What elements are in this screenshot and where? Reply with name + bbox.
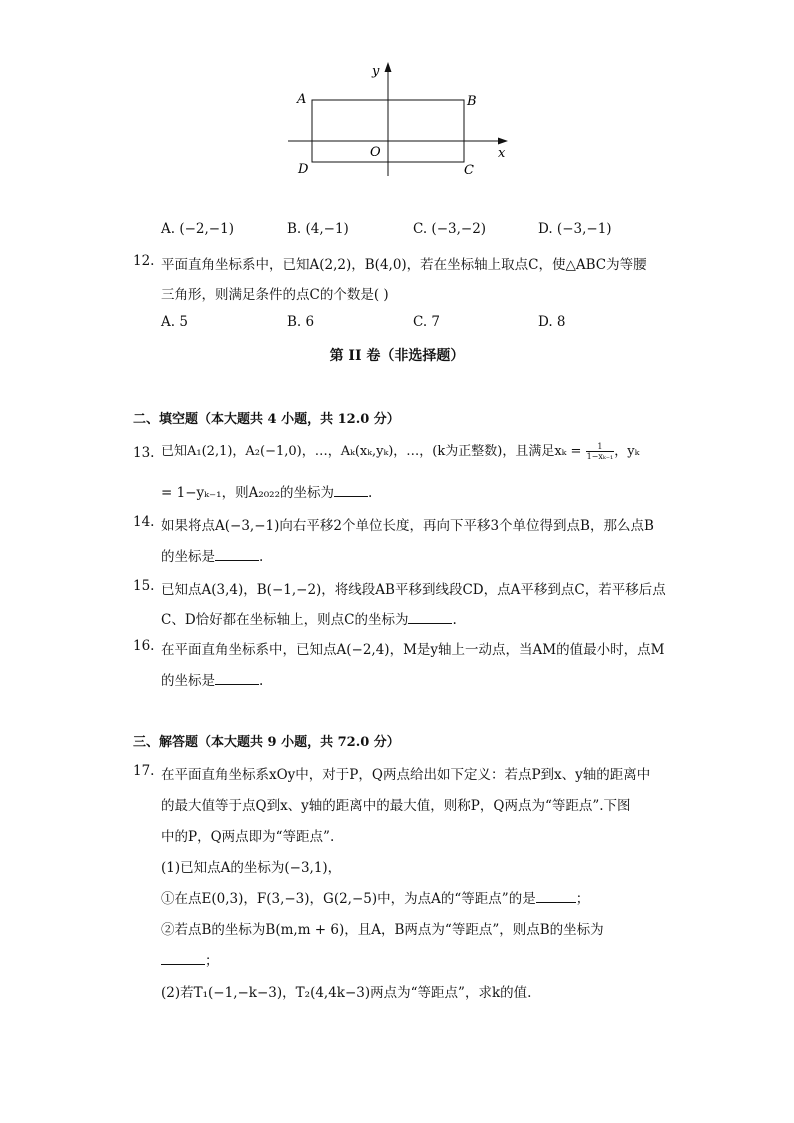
q14-line1: 如果将点A(−3,−1)向右平移2个单位长度，再向下平移3个单位得到点B，那么点B (161, 518, 654, 534)
q17-line1: 在平面直角坐标系xOy中，对于P，Q两点给出如下定义：若点P到x、y轴的距离中 (161, 767, 651, 783)
q15-line2-end: . (452, 612, 457, 628)
q16-number: 16. (133, 638, 155, 654)
q15-number: 15. (133, 578, 155, 594)
q17-number: 17. (133, 763, 155, 779)
q12-line2: 三角形，则满足条件的点C的个数是( ) (161, 287, 389, 303)
q16-line2 (161, 669, 263, 689)
q14-line2 (161, 545, 263, 565)
q13-line1-text: 已知A₁(2,1)，A₂(−1,0)，…，Aₖ(xₖ,yₖ)，…，(k为正整数)，且满足xₖ = (161, 444, 582, 459)
q13-answer-blank[interactable] (334, 482, 368, 497)
q13-line2-end: . (368, 485, 373, 501)
q16-answer-blank[interactable] (215, 670, 259, 685)
q13-number: 13. (133, 445, 155, 461)
q17-line4: (1)已知点A的坐标为(−3,1)， (161, 860, 342, 876)
label-b: B (467, 94, 477, 109)
q16-line2-end: . (259, 673, 264, 689)
q12-option-d: D. 8 (538, 314, 566, 330)
q13-line2 (161, 481, 372, 501)
q14-answer-blank[interactable] (215, 546, 259, 561)
q17-line7 (161, 949, 219, 969)
q15-line2 (161, 608, 457, 628)
q17-line5-text: ①在点E(0,3)，F(3,−3)，G(2,−5)中，为点A的“等距点”的是 (161, 891, 536, 907)
q14-line2-text: 的坐标是 (161, 549, 215, 565)
coordinate-figure (280, 58, 520, 188)
q15-line1: 已知点A(3,4)，B(−1,−2)，将线段AB平移到线段CD，点A平移到点C，若平移后点 (161, 582, 666, 598)
q12-option-c: C. 7 (413, 314, 441, 330)
q13-line1 (161, 440, 639, 461)
origin-label: O (370, 145, 381, 160)
part2-title: 第 II 卷（非选择题） (329, 348, 465, 364)
q17-line2: 的最大值等于点Q到x、y轴的距离中的最大值，则称P，Q两点为“等距点”.下图 (161, 798, 631, 814)
q12-option-a: A. 5 (161, 314, 188, 330)
label-d: D (298, 162, 309, 177)
q17-line5-end: ； (575, 891, 590, 907)
y-axis-arrow (385, 62, 392, 72)
q11-option-c: C. (−3,−2) (413, 221, 487, 237)
q12-number: 12. (133, 253, 155, 269)
q15-answer-blank[interactable] (408, 609, 452, 624)
q17-blank-2[interactable] (161, 950, 205, 965)
q13-line2-text: = 1−yₖ₋₁，则A₂₀₂₂的坐标为 (161, 485, 334, 501)
label-a: A (297, 92, 307, 107)
q17-line5 (161, 887, 589, 907)
section2-heading: 二、填空题（本大题共 4 小题，共 12.0 分） (133, 412, 400, 427)
q13-fraction (586, 442, 615, 461)
q11-option-b: B. (4,−1) (287, 221, 349, 237)
q17-line3: 中的P，Q两点即为“等距点”. (161, 829, 335, 845)
q17-line6: ②若点B的坐标为B(m,m + 6)，且A，B两点为“等距点”，则点B的坐标为 (161, 922, 604, 938)
q13-fraction-numerator: 1 (586, 442, 615, 452)
q17-blank-1[interactable] (536, 888, 576, 903)
q14-number: 14. (133, 514, 155, 530)
q11-option-d: D. (−3,−1) (538, 221, 612, 237)
x-axis-label: x (498, 146, 506, 161)
q17-line8: (2)若T₁(−1,−k−3)，T₂(4,4k−3)两点为“等距点”，求k的值. (161, 985, 532, 1001)
q13-line1-tail: ，yₖ (614, 444, 640, 459)
label-c: C (464, 163, 474, 178)
q12-option-b: B. 6 (287, 314, 315, 330)
q16-line1: 在平面直角坐标系中，已知点A(−2,4)，M是y轴上一动点，当AM的值最小时，点M (161, 642, 665, 658)
q11-option-a: A. (−2,−1) (161, 221, 234, 237)
q17-line7-end: ； (205, 953, 219, 969)
x-axis-arrow (498, 138, 508, 145)
q14-line2-end: . (259, 549, 264, 565)
section3-heading: 三、解答题（本大题共 9 小题，共 72.0 分） (133, 735, 400, 750)
q16-line2-text: 的坐标是 (161, 673, 215, 689)
q13-fraction-denominator: 1−xₖ₋₁ (586, 452, 614, 461)
q15-line2-text: C、D恰好都在坐标轴上，则点C的坐标为 (161, 612, 409, 628)
q12-line1: 平面直角坐标系中，已知A(2,2)，B(4,0)，若在坐标轴上取点C，使△ABC为等腰 (161, 257, 647, 273)
y-axis-label: y (372, 64, 380, 79)
